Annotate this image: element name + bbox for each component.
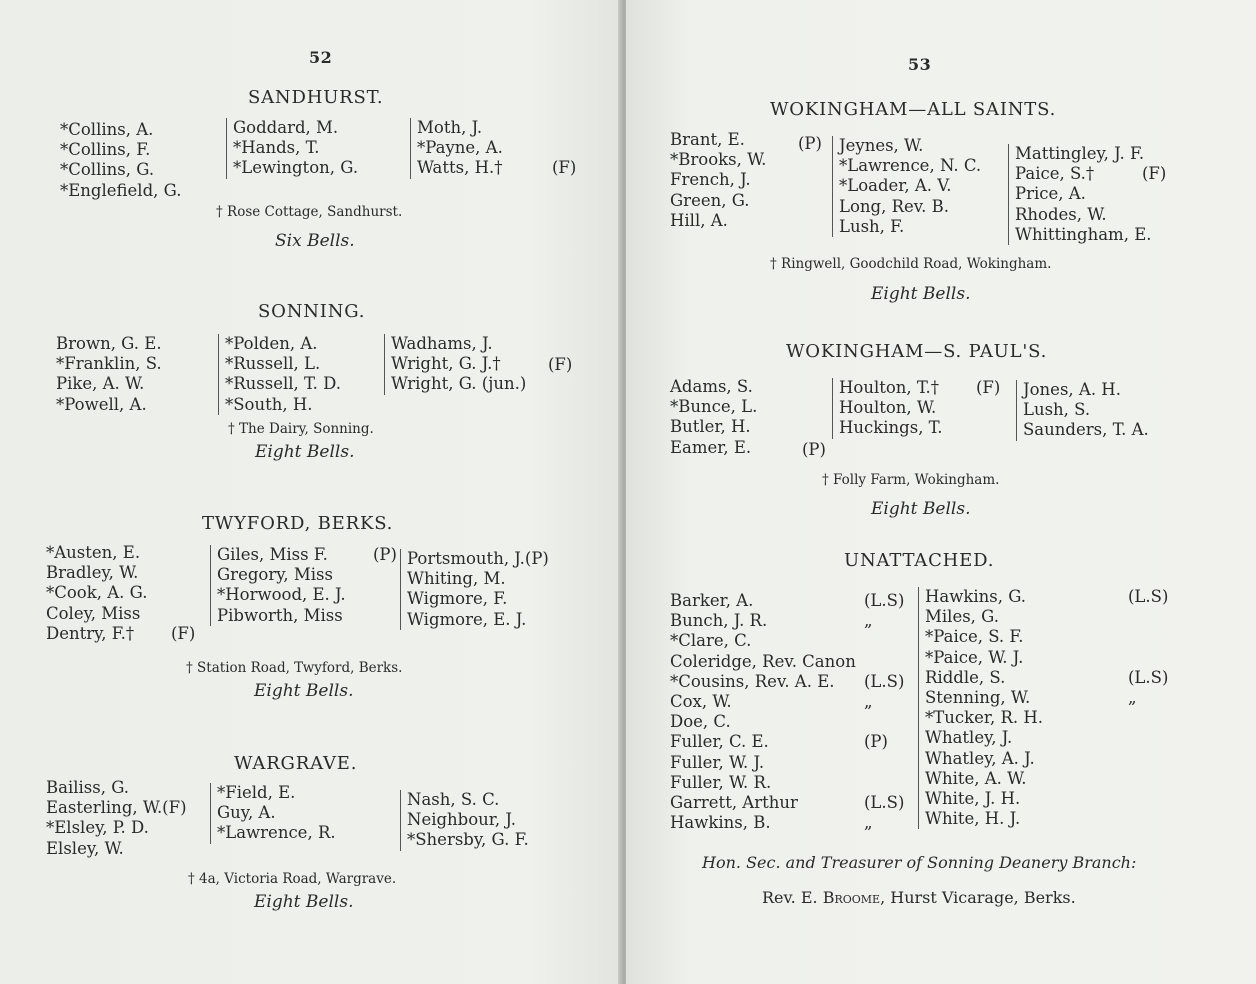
list-item: Watts, H.† bbox=[417, 158, 503, 178]
list-item: Riddle, S. bbox=[925, 667, 1006, 687]
list-item bbox=[1128, 749, 1168, 769]
list-item: Houlton, W. bbox=[839, 398, 937, 418]
list-item bbox=[1128, 607, 1168, 627]
sandhurst-f-tag: (F) bbox=[552, 158, 577, 177]
list-item: *Collins, G. bbox=[60, 160, 155, 180]
branch-secretary-name bbox=[762, 888, 1076, 907]
list-item: White, J. H. bbox=[925, 788, 1021, 808]
all-saints-address: † Ringwell, Goodchild Road, Wokingham. bbox=[770, 256, 1052, 272]
list-item: *Powell, A. bbox=[56, 394, 147, 414]
sonning-col-2 bbox=[218, 334, 341, 415]
list-item: Gregory, Miss bbox=[217, 565, 333, 585]
sandhurst-col-1 bbox=[60, 120, 181, 201]
list-item: Bunch, J. R. bbox=[670, 611, 768, 631]
list-item: Hawkins, B. bbox=[670, 813, 771, 833]
list-item: *Bunce, L. bbox=[670, 397, 758, 417]
list-item: Green, G. bbox=[670, 190, 750, 210]
st-pauls-p-tag: (P) bbox=[802, 440, 826, 459]
list-item: *Lawrence, R. bbox=[217, 823, 336, 843]
list-item: *Paice, W. J. bbox=[925, 647, 1024, 667]
sonning-f-tag: (F) bbox=[548, 355, 573, 374]
list-item: Miles, G. bbox=[925, 607, 1000, 627]
list-item: Fuller, W. R. bbox=[670, 772, 772, 792]
sonning-address: † The Dairy, Sonning. bbox=[228, 421, 374, 437]
right-page bbox=[626, 0, 1256, 984]
list-item: *Hands, T. bbox=[233, 138, 320, 158]
sonning-bells: Eight Bells. bbox=[255, 442, 355, 462]
st-pauls-f-tag: (F) bbox=[976, 378, 1001, 397]
list-item bbox=[864, 631, 904, 651]
sandhurst-address: † Rose Cottage, Sandhurst. bbox=[216, 204, 403, 220]
wargrave-address: † 4a, Victoria Road, Wargrave. bbox=[188, 871, 397, 887]
list-item: Guy, A. bbox=[217, 803, 276, 823]
list-item: (L.S) bbox=[864, 792, 905, 812]
list-item bbox=[1128, 648, 1168, 668]
list-item: Hawkins, G. bbox=[925, 587, 1027, 606]
twyford-address: † Station Road, Twyford, Berks. bbox=[186, 660, 403, 676]
list-item: *Austen, E. bbox=[46, 543, 141, 562]
list-item: *Brooks, W. bbox=[670, 150, 767, 170]
list-item: *Tucker, R. H. bbox=[925, 708, 1043, 728]
sandhurst-bells: Six Bells. bbox=[275, 231, 355, 251]
list-item: Price, A. bbox=[1015, 184, 1086, 204]
list-item: Rhodes, W. bbox=[1015, 204, 1107, 224]
list-item: *Collins, F. bbox=[60, 140, 151, 160]
list-item: Saunders, T. A. bbox=[1023, 420, 1149, 440]
list-item: Fuller, C. E. bbox=[670, 732, 769, 752]
section-title-st-pauls: WOKINGHAM—S. PAUL'S. bbox=[786, 341, 1048, 362]
list-item: Bradley, W. bbox=[46, 563, 139, 583]
list-item: Eamer, E. bbox=[670, 437, 752, 457]
wargrave-bells: Eight Bells. bbox=[254, 892, 354, 912]
list-item: Wigmore, E. J. bbox=[407, 609, 527, 629]
list-item: White, H. J. bbox=[925, 809, 1021, 829]
list-item: Neighbour, J. bbox=[407, 810, 516, 830]
list-item: (L.S) bbox=[1128, 667, 1169, 687]
list-item: Paice, S.† bbox=[1015, 164, 1095, 184]
list-item bbox=[1128, 769, 1168, 789]
list-item: Adams, S. bbox=[670, 377, 753, 396]
list-item bbox=[864, 652, 904, 672]
unattached-col-2-tags bbox=[1128, 587, 1168, 829]
list-item: Pibworth, Miss bbox=[217, 605, 343, 625]
list-item: *Cook, A. G. bbox=[46, 583, 148, 603]
list-item: „ bbox=[864, 691, 873, 711]
list-item: Coleridge, Rev. Canon bbox=[670, 651, 856, 671]
sandhurst-col-2 bbox=[226, 118, 358, 179]
list-item: Dentry, F.† bbox=[46, 623, 135, 643]
list-item: Wadhams, J. bbox=[391, 334, 493, 353]
list-item bbox=[864, 753, 904, 773]
twyford-col-2 bbox=[210, 545, 346, 626]
all-saints-f-tag: (F) bbox=[1142, 164, 1167, 183]
list-item: *Field, E. bbox=[217, 783, 296, 802]
list-item: (L.S) bbox=[864, 591, 905, 610]
list-item: Fuller, W. J. bbox=[670, 752, 765, 772]
st-pauls-bells: Eight Bells. bbox=[871, 499, 971, 519]
list-item: Coley, Miss bbox=[46, 603, 141, 623]
list-item: Wright, G. (jun.) bbox=[391, 374, 527, 394]
list-item: *Horwood, E. J. bbox=[217, 585, 346, 605]
wargrave-col-3 bbox=[400, 790, 529, 851]
list-item: Cox, W. bbox=[670, 691, 732, 711]
list-item: Giles, Miss F. bbox=[217, 545, 328, 564]
list-item: *Russell, T. D. bbox=[225, 374, 341, 394]
list-item: Wigmore, F. bbox=[407, 589, 508, 609]
list-item: „ bbox=[864, 611, 873, 631]
list-item: Easterling, W.(F) bbox=[46, 798, 187, 818]
list-item: Houlton, T.† bbox=[839, 378, 939, 397]
list-item: Mattingley, J. F. bbox=[1015, 144, 1145, 163]
list-item bbox=[1128, 789, 1168, 809]
all-saints-bells: Eight Bells. bbox=[871, 284, 971, 304]
all-saints-p-tag: (P) bbox=[798, 134, 822, 153]
wargrave-col-2 bbox=[210, 783, 336, 844]
list-item: Stenning, W. bbox=[925, 687, 1031, 707]
section-title-wargrave: WARGRAVE. bbox=[234, 753, 358, 774]
list-item: Bailiss, G. bbox=[46, 778, 130, 797]
unattached-col-1-tags bbox=[864, 591, 904, 833]
secretary-surname: Broome bbox=[822, 888, 881, 907]
list-item: Whittingham, E. bbox=[1015, 224, 1152, 244]
list-item: *Collins, A. bbox=[60, 120, 154, 139]
list-item: *Russell, L. bbox=[225, 354, 321, 374]
page-number: 52 bbox=[309, 48, 333, 67]
list-item: Whiting, M. bbox=[407, 569, 506, 589]
sonning-col-3 bbox=[384, 334, 526, 395]
twyford-bells: Eight Bells. bbox=[254, 681, 354, 701]
list-item bbox=[864, 712, 904, 732]
list-item: (L.S) bbox=[864, 671, 905, 691]
list-item: *Lewington, G. bbox=[233, 158, 359, 178]
list-item: Lush, F. bbox=[839, 216, 905, 236]
list-item: *Lawrence, N. C. bbox=[839, 156, 982, 176]
list-item bbox=[864, 773, 904, 793]
list-item: *South, H. bbox=[225, 394, 313, 414]
list-item: Garrett, Arthur bbox=[670, 792, 798, 812]
list-item: „ bbox=[1128, 687, 1137, 707]
list-item: *Clare, C. bbox=[670, 631, 752, 651]
list-item: Pike, A. W. bbox=[56, 374, 145, 394]
list-item: *Loader, A. V. bbox=[839, 176, 952, 196]
list-item: Wright, G. J.† bbox=[391, 354, 501, 374]
list-item: French, J. bbox=[670, 170, 751, 190]
list-item: *Elsley, P. D. bbox=[46, 818, 149, 838]
section-title-sandhurst: SANDHURST. bbox=[248, 87, 384, 108]
page-number: 53 bbox=[908, 55, 932, 74]
list-item: Long, Rev. B. bbox=[839, 196, 949, 216]
list-item: *Shersby, G. F. bbox=[407, 830, 529, 850]
secretary-address: , Hurst Vicarage, Berks. bbox=[880, 888, 1076, 907]
all-saints-col-1 bbox=[670, 130, 766, 231]
list-item: Brown, G. E. bbox=[56, 334, 162, 353]
section-title-twyford: TWYFORD, BERKS. bbox=[202, 513, 394, 534]
wargrave-col-1 bbox=[46, 778, 187, 859]
twyford-f-tag: (F) bbox=[171, 624, 196, 643]
list-item: Nash, S. C. bbox=[407, 790, 500, 809]
list-item: „ bbox=[864, 813, 873, 833]
sonning-col-1 bbox=[56, 334, 162, 415]
list-item bbox=[1128, 627, 1168, 647]
left-page bbox=[0, 0, 622, 984]
list-item: Jones, A. H. bbox=[1023, 380, 1121, 399]
list-item: Portsmouth, J.(P) bbox=[407, 549, 549, 568]
list-item: Doe, C. bbox=[670, 712, 731, 732]
unattached-col-2 bbox=[918, 587, 1043, 829]
unattached-col-1 bbox=[670, 591, 856, 833]
list-item: Moth, J. bbox=[417, 118, 483, 137]
twyford-p-tag: (P) bbox=[373, 545, 397, 564]
list-item: Barker, A. bbox=[670, 591, 754, 610]
list-item: White, A. W. bbox=[925, 768, 1027, 788]
twyford-col-3 bbox=[400, 549, 549, 630]
secretary-title: Rev. E. bbox=[762, 888, 818, 907]
st-pauls-col-3 bbox=[1016, 380, 1149, 441]
list-item bbox=[1128, 708, 1168, 728]
st-pauls-col-2 bbox=[832, 378, 943, 439]
list-item: Whatley, A. J. bbox=[925, 748, 1035, 768]
list-item: *Franklin, S. bbox=[56, 354, 162, 374]
branch-secretary-label: Hon. Sec. and Treasurer of Sonning Deanery Branch: bbox=[702, 853, 1137, 872]
list-item: *Payne, A. bbox=[417, 138, 503, 158]
section-title-sonning: SONNING. bbox=[258, 301, 366, 322]
list-item: Hill, A. bbox=[670, 210, 728, 230]
list-item: Goddard, M. bbox=[233, 118, 339, 137]
section-title-unattached: UNATTACHED. bbox=[844, 550, 995, 571]
st-pauls-col-1 bbox=[670, 377, 757, 458]
all-saints-col-3 bbox=[1008, 144, 1151, 245]
list-item: Elsley, W. bbox=[46, 838, 124, 858]
list-item: *Englefield, G. bbox=[60, 180, 182, 200]
list-item: Jeynes, W. bbox=[839, 136, 924, 155]
list-item: *Cousins, Rev. A. E. bbox=[670, 671, 835, 691]
list-item: (L.S) bbox=[1128, 587, 1169, 606]
all-saints-col-2 bbox=[832, 136, 981, 237]
list-item: Whatley, J. bbox=[925, 728, 1013, 748]
twyford-col-1 bbox=[46, 543, 147, 644]
list-item: *Polden, A. bbox=[225, 334, 318, 353]
list-item: Butler, H. bbox=[670, 417, 751, 437]
list-item bbox=[1128, 728, 1168, 748]
section-title-all-saints: WOKINGHAM—ALL SAINTS. bbox=[770, 99, 1057, 120]
list-item: (P) bbox=[864, 732, 888, 752]
list-item: *Paice, S. F. bbox=[925, 627, 1024, 647]
st-pauls-address: † Folly Farm, Wokingham. bbox=[822, 472, 1000, 488]
sandhurst-col-3 bbox=[410, 118, 503, 179]
list-item: Lush, S. bbox=[1023, 400, 1091, 420]
list-item: Brant, E. bbox=[670, 130, 745, 149]
list-item bbox=[1128, 809, 1168, 829]
list-item: Huckings, T. bbox=[839, 418, 943, 438]
